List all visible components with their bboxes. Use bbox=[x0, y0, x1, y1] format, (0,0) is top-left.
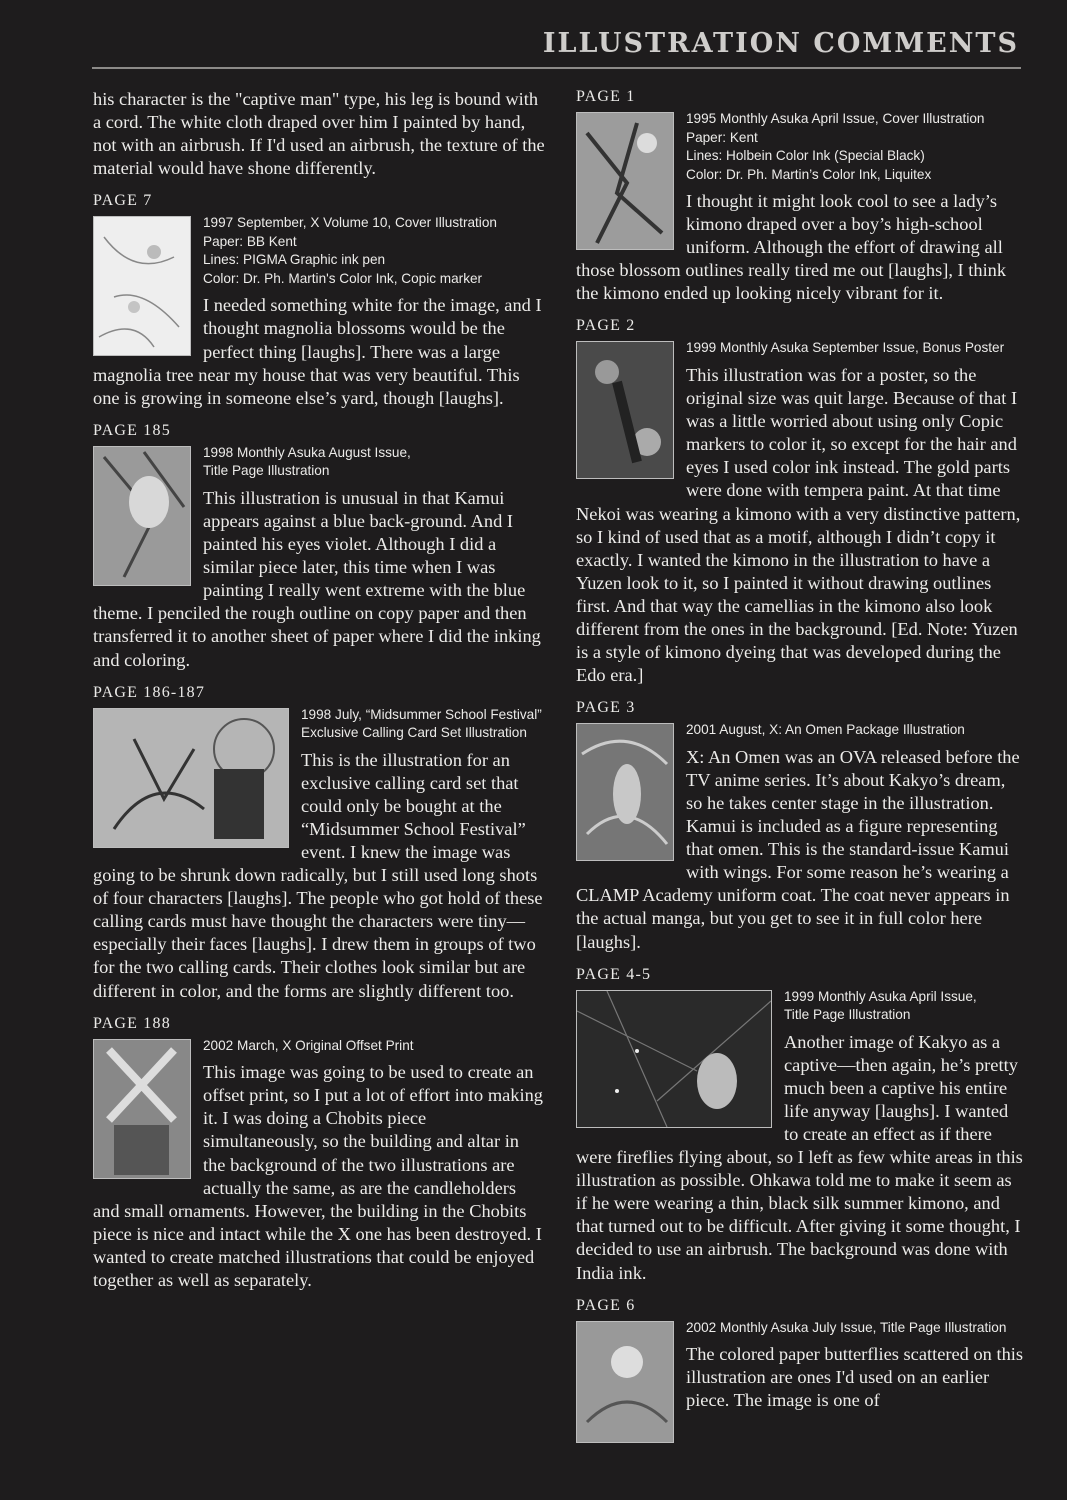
entry-page-3 bbox=[576, 699, 1024, 953]
comment-text: This image was going to be used to create an offset print, so I put a lot of effort into making it. I was doing a Chobits piece simultaneously, so the building and altar in the background of the two illustrations are actually the same, as are the candleholders and small ornaments. However, the building in the Chobits piece is nice and intact while the X one has been destroyed. I wanted to create matched illustrations that could be enjoyed together as well as separately. bbox=[93, 1062, 544, 1290]
meta-line: 1998 July, “Midsummer School Festival” bbox=[301, 706, 542, 722]
page-label: PAGE 6 bbox=[576, 1296, 636, 1314]
comment-text: I needed something white for the image, and I thought magnolia blossoms would be the perfect thing [laughs]. There was a large magnolia tree near my house that was very beautiful. This one is growing in someone else’s yard, though [laughs]. bbox=[93, 295, 542, 408]
meta-line: Exclusive Calling Card Set Illustration bbox=[301, 725, 527, 741]
entry-page-4-5 bbox=[576, 966, 1024, 1285]
entry-page-6 bbox=[576, 1297, 1024, 1449]
comment-text: X: An Omen was an OVA released before the TV anime series. It’s about Kakyo’s dream, so he takes center stage in the illustration. Kamui is included as a figure representing that omen. This is the standard-issue Kamui with wings. For some reason he’s wearing a CLAMP Academy uniform coat. The coat never appears in the actual manga, but you get to see it in full color here [laughs]. bbox=[576, 746, 1020, 952]
meta-line: Lines: PIGMA Graphic ink pen bbox=[203, 252, 386, 268]
entry-page-185 bbox=[93, 422, 545, 672]
meta-line: 2001 August, X: An Omen Package Illustration bbox=[686, 722, 965, 738]
meta-line: 1995 Monthly Asuka April Issue, Cover Illustration bbox=[686, 111, 985, 126]
entry-page-186-187 bbox=[93, 684, 545, 1003]
meta-line: Color: Dr. Ph. Martin’s Color Ink, Liquitex bbox=[686, 166, 932, 182]
illustration-thumbnail bbox=[93, 216, 191, 356]
page-label: PAGE 185 bbox=[93, 421, 171, 439]
left-column bbox=[93, 88, 545, 1292]
comment-text: This is the illustration for an exclusive calling card set that could only be bought at the “Midsummer School Festival” event. I knew the image was going to be shrunk down radically, but I still used long shots of four characters [laughs]. The people who got hold of these calling cards must have thought the characters were tiny—especially their faces [laughs]. I drew them in groups of two for the two calling cards. Their clothes look similar but are different in color, and the forms are slightly different too. bbox=[93, 749, 543, 1001]
meta-line: Color: Dr. Ph. Martin's Color Ink, Copic marker bbox=[203, 270, 483, 286]
meta-line: Title Page Illustration bbox=[203, 463, 330, 479]
illustration-thumbnail bbox=[576, 990, 772, 1128]
page-label: PAGE 7 bbox=[93, 192, 153, 210]
header-rule bbox=[92, 67, 1021, 69]
illustration-thumbnail bbox=[576, 723, 674, 861]
comment-text: The colored paper butterflies scattered on this illustration are ones I'd used on an earlier piece. The image is one of bbox=[686, 1344, 1024, 1411]
comment-text: I thought it might look cool to see a lady’s kimono draped over a boy’s high-school uniform. Although the effort of drawing all those blossom outlines really tired me out [laughs], I think the kimono ended up looking nicely vibrant for it. bbox=[576, 191, 1007, 304]
illustration-thumbnail bbox=[93, 446, 191, 586]
meta-line: 2002 March, X Original Offset Print bbox=[203, 1037, 414, 1053]
meta-line: Paper: BB Kent bbox=[203, 233, 297, 249]
meta-line: Lines: Holbein Color Ink (Special Black) bbox=[686, 148, 925, 163]
page-label: PAGE 2 bbox=[576, 317, 636, 335]
entry-page-1 bbox=[576, 88, 1024, 305]
illustration-thumbnail bbox=[576, 112, 674, 250]
comment-text: This illustration was for a poster, so the original size was quit large. Because of that I was a little worried about using only Copic markers to color it, so except for the hair and eyes I used color ink instead. The gold parts were done with tempera paint. At that time Nekoi was wearing a kimono with a very distinctive pattern, so I kind of used that as a motif, although I didn’t copy it exactly. I wanted the kimono in the illustration to have a Yuzen look to it, so I painted it without drawing outlines first. And that way the camellias in the kimono also look different from the ones in the background. [Ed. Note: Yuzen is a style of kimono dyeing that was developed during the Edo era.] bbox=[576, 364, 1021, 686]
meta-line: Paper: Kent bbox=[686, 129, 758, 145]
illustration-thumbnail bbox=[93, 708, 289, 848]
illustration-thumbnail bbox=[576, 1321, 674, 1443]
comment-text: This illustration is unusual in that Kamui appears against a blue back-ground. And I painted his eyes violet. Although I did a similar piece later, this time when I was painting I really went extreme with the blue theme. I penciled the rough outline on copy paper and then transferred it to another sheet of paper where I did the inking and coloring. bbox=[93, 487, 541, 670]
illustration-thumbnail bbox=[576, 341, 674, 479]
comment-text: Another image of Kakyo as a captive—then again, he’s pretty much been a captive his entire life anyway [laughs]. I wanted to create an effect as if there were fireflies flying about, so I left as few white areas in this illustration as possible. Ohkawa told me to make it seem as if he were wearing a thin, black silk summer kimono, and that turned out to be difficult. After giving it some thought, I decided to use an airbrush. The background was done with India ink. bbox=[576, 1031, 1023, 1283]
meta-line: 1999 Monthly Asuka April Issue, bbox=[784, 988, 977, 1004]
entry-page-7 bbox=[93, 192, 545, 409]
page-label: PAGE 4-5 bbox=[576, 965, 652, 983]
meta-line: 2002 Monthly Asuka July Issue, Title Page Illustration bbox=[686, 1319, 1007, 1335]
continued-text: his character is the "captive man" type, his leg is bound with a cord. The white cloth draped over him I painted by hand, not with an airbrush. If I'd used an airbrush, the texture of the material would have shone differently. bbox=[93, 89, 545, 179]
entry-page-2 bbox=[576, 317, 1024, 687]
meta-line: 1997 September, X Volume 10, Cover Illustration bbox=[203, 215, 497, 231]
page-label: PAGE 3 bbox=[576, 699, 636, 717]
meta-line: Title Page Illustration bbox=[784, 1007, 911, 1023]
illustration-thumbnail bbox=[93, 1039, 191, 1179]
page-title: ILLUSTRATION COMMENTS bbox=[542, 28, 1019, 59]
entry-page-188 bbox=[93, 1015, 545, 1292]
page-label: PAGE 1 bbox=[576, 88, 636, 105]
meta-line: 1999 Monthly Asuka September Issue, Bonus Poster bbox=[686, 340, 1005, 356]
page-label: PAGE 188 bbox=[93, 1014, 171, 1032]
page-label: PAGE 186-187 bbox=[93, 683, 206, 701]
meta-line: 1998 Monthly Asuka August Issue, bbox=[203, 444, 411, 460]
right-column bbox=[576, 88, 1024, 1449]
